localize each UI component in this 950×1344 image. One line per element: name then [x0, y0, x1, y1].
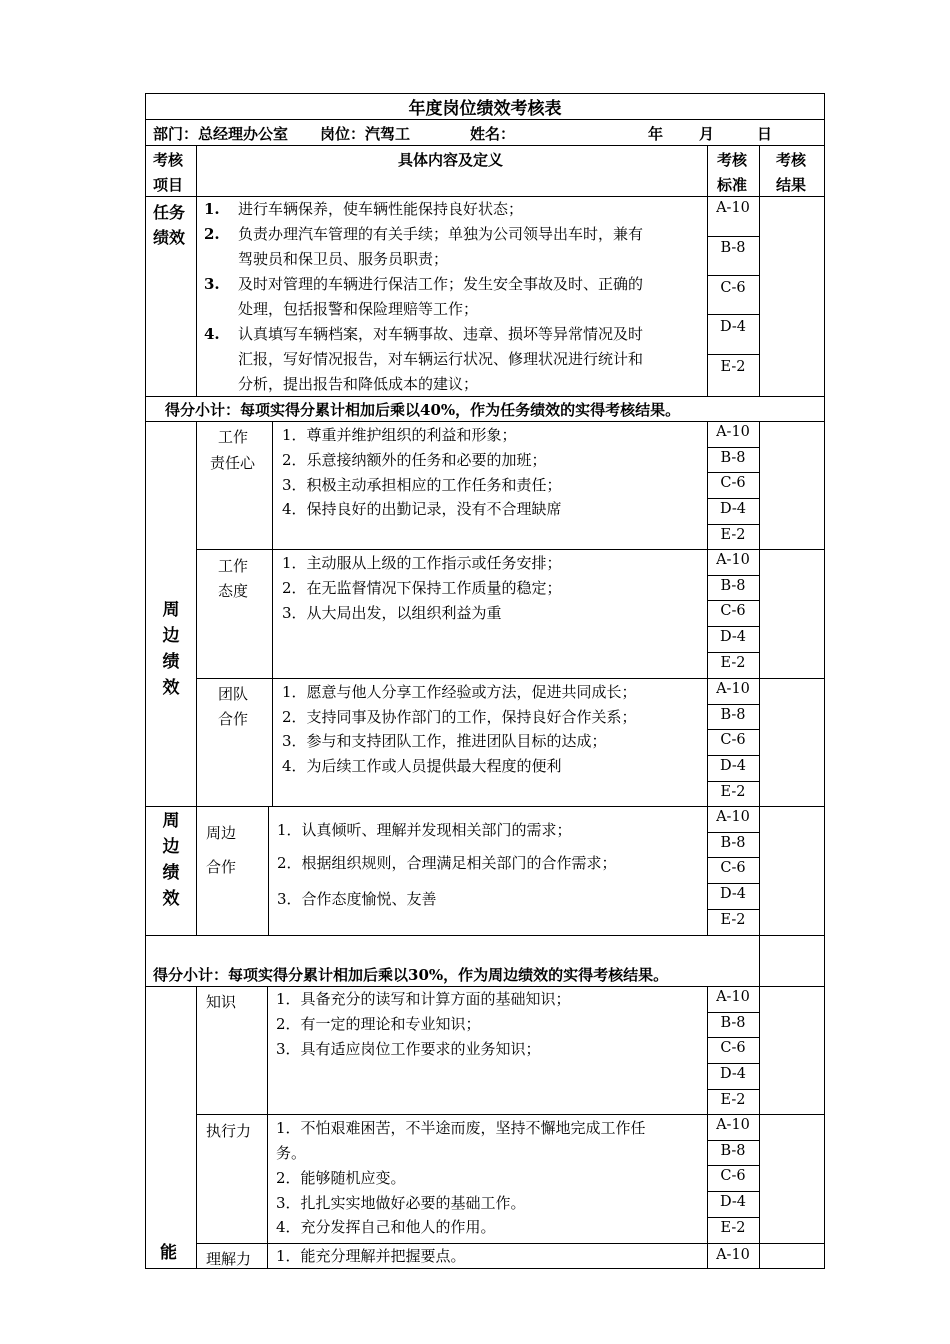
- grade-rule: [707, 1089, 759, 1090]
- day-field: 日: [757, 125, 773, 143]
- grade-rule: [707, 472, 759, 473]
- list-item: 1．认真倾听、理解并发现相关部门的需求；: [277, 821, 572, 839]
- list-item: 2．支持同事及协作部门的工作，保持良好合作关系；: [282, 708, 637, 726]
- col-rule: [196, 145, 197, 396]
- grade-rule: [707, 447, 759, 448]
- grade-cell: A-10: [716, 1117, 750, 1133]
- list-item: 1．主动服从上级的工作指示或任务安排；: [282, 554, 562, 572]
- task-line: 汇报，写好情况报告，对车辆运行状况、修理状况进行统计和: [238, 350, 644, 368]
- group-name-teamwork: 合作: [218, 710, 249, 728]
- grade-rule: [707, 354, 759, 355]
- grade-cell: E-2: [720, 526, 746, 543]
- form-title: 年度岗位绩效考核表: [408, 99, 562, 119]
- grade-cell: B-8: [720, 1142, 746, 1159]
- group-name-attitude: 工作: [218, 557, 249, 575]
- grade-cell: D-4: [719, 758, 747, 775]
- ability-label: 能: [160, 1243, 177, 1263]
- list-item: 1．能充分理解并把握要点。: [276, 1247, 466, 1265]
- rule: [196, 549, 825, 550]
- col-rule: [272, 421, 273, 806]
- grade-d: D-4: [719, 319, 747, 335]
- col-standard-heading-1: 考核: [717, 151, 748, 169]
- grade-rule: [707, 275, 759, 276]
- grade-cell: A-10: [716, 681, 750, 697]
- grade-rule: [707, 1191, 759, 1192]
- grade-rule: [707, 704, 759, 705]
- list-item: 4．充分发挥自己和他人的作用。: [276, 1218, 496, 1236]
- group-name-responsibility: 责任心: [210, 454, 256, 472]
- col-item-heading-1: 考核: [153, 151, 184, 169]
- col-rule: [196, 986, 197, 1268]
- grade-cell: D-4: [719, 501, 747, 518]
- list-item: 3．积极主动承担相应的工作任务和责任；: [282, 476, 562, 494]
- col-rule: [759, 145, 760, 396]
- grade-rule: [707, 781, 759, 782]
- name-field: 姓名：: [470, 125, 516, 143]
- list-item: 4．保持良好的出勤记录，没有不合理缺席: [282, 500, 562, 518]
- group-name-execution: 执行力: [206, 1122, 252, 1140]
- list-item: 2．根据组织规则，合理满足相关部门的合作需求；: [277, 854, 617, 872]
- list-item: 3．参与和支持团队工作，推进团队目标的达成；: [282, 732, 607, 750]
- grade-cell: E-2: [720, 911, 746, 928]
- grade-rule: [707, 1165, 759, 1166]
- grade-rule: [707, 524, 759, 525]
- peripheral-label: 周 边 绩 效: [162, 600, 180, 698]
- grade-cell: E-2: [720, 1219, 746, 1236]
- grade-e: E-2: [720, 359, 746, 375]
- grade-rule: [707, 1037, 759, 1038]
- grade-cell: D-4: [719, 629, 747, 646]
- grade-rule: [707, 832, 759, 833]
- group-name-responsibility: 工作: [218, 428, 249, 446]
- grade-cell: C-6: [720, 732, 746, 749]
- list-item: 3．从大局出发，以组织利益为重: [282, 604, 502, 622]
- border-right: [824, 93, 825, 1269]
- grade-rule: [707, 1140, 759, 1141]
- rule: [196, 1114, 825, 1115]
- grade-cell: B-8: [720, 577, 746, 594]
- grade-cell: B-8: [720, 449, 746, 466]
- list-item: 务。: [276, 1144, 307, 1162]
- group-name-attitude: 态度: [218, 582, 249, 600]
- grade-rule: [707, 314, 759, 315]
- grade-cell: C-6: [720, 1040, 746, 1057]
- grade-rule: [707, 652, 759, 653]
- year-field: 年: [648, 125, 664, 143]
- group-name-cooperation: 合作: [206, 858, 237, 876]
- grade-b: B-8: [720, 240, 746, 256]
- grade-cell: A-10: [716, 424, 750, 440]
- rule: [145, 806, 825, 807]
- grade-cell: A-10: [716, 552, 750, 568]
- grade-cell: B-8: [720, 1014, 746, 1031]
- list-item: 3．扎扎实实地做好必要的基础工作。: [276, 1194, 526, 1212]
- group-name-knowledge: 知识: [206, 993, 237, 1011]
- group-name-cooperation: 周边: [206, 824, 237, 842]
- list-item: 4．为后续工作或人员提供最大程度的便利: [282, 757, 562, 775]
- col-content-heading: 具体内容及定义: [398, 151, 504, 169]
- task-line: 处理，包括报警和保险理赔等工作；: [238, 300, 479, 318]
- grade-cell: C-6: [720, 1168, 746, 1185]
- rule: [196, 678, 825, 679]
- grade-rule: [707, 755, 759, 756]
- grade-rule: [707, 729, 759, 730]
- col-result-heading-2: 结果: [776, 176, 807, 194]
- col-rule: [268, 806, 269, 935]
- task-num: 1.: [204, 200, 220, 218]
- grade-cell: D-4: [719, 886, 747, 903]
- task-num: 2.: [204, 225, 220, 243]
- grade-c: C-6: [720, 280, 746, 296]
- list-item: 3．具有适应岗位工作要求的业务知识；: [276, 1040, 541, 1058]
- list-item: 1．尊重并维护组织的利益和形象；: [282, 426, 517, 444]
- task-num: 4.: [204, 325, 220, 343]
- peripheral-subtotal: 得分小计：每项实得分累计相加后乘以30%，作为周边绩效的实得考核结果。: [153, 966, 669, 984]
- grade-cell: C-6: [720, 860, 746, 877]
- cooperation-label: 周 边 绩 效: [162, 811, 180, 909]
- grade-cell: C-6: [720, 475, 746, 492]
- col-rule: [759, 421, 760, 935]
- grade-cell: D-4: [719, 1194, 747, 1211]
- dept-field: 部门：总经理办公室: [153, 125, 289, 143]
- col-standard-heading-2: 标准: [717, 176, 748, 194]
- grade-rule: [707, 909, 759, 910]
- grade-cell: E-2: [720, 1091, 746, 1108]
- task-num: 3.: [204, 275, 220, 293]
- list-item: 3．合作态度愉悦、友善: [277, 890, 437, 908]
- grade-cell: A-10: [716, 989, 750, 1005]
- grade-cell: E-2: [720, 783, 746, 800]
- rule: [145, 421, 825, 422]
- grade-a: A-10: [716, 200, 750, 216]
- grade-cell: A-10: [716, 1247, 750, 1263]
- month-field: 月: [699, 125, 715, 143]
- list-item: 1．不怕艰难困苦，不半途而废，坚持不懈地完成工作任: [276, 1119, 646, 1137]
- grade-cell: D-4: [719, 1066, 747, 1083]
- task-line: 及时对管理的车辆进行保洁工作；发生安全事故及时、正确的: [238, 275, 644, 293]
- col-rule: [759, 935, 760, 986]
- list-item: 1．愿意与他人分享工作经验或方法，促进共同成长；: [282, 683, 637, 701]
- grade-cell: E-2: [720, 654, 746, 671]
- task-label-1: 任务: [153, 203, 186, 222]
- grade-cell: A-10: [716, 809, 750, 825]
- group-name-comprehension: 理解力: [206, 1250, 252, 1268]
- col-result-heading-1: 考核: [776, 151, 807, 169]
- col-rule: [196, 806, 197, 935]
- col-rule: [196, 421, 197, 806]
- task-subtotal: 得分小计：每项实得分累计相加后乘以40%，作为任务绩效的实得考核结果。: [165, 401, 681, 419]
- grade-cell: B-8: [720, 706, 746, 723]
- rule: [145, 935, 825, 936]
- task-label-2: 绩效: [153, 228, 186, 247]
- task-line: 进行车辆保养，使车辆性能保持良好状态；: [238, 200, 524, 218]
- group-name-teamwork: 团队: [218, 685, 249, 703]
- task-line: 驾驶员和保卫员、服务员职责；: [238, 250, 449, 268]
- grade-rule: [707, 626, 759, 627]
- rule: [145, 145, 825, 146]
- rule: [145, 119, 825, 120]
- list-item: 1．具备充分的读写和计算方面的基础知识；: [276, 990, 571, 1008]
- grade-rule: [707, 1217, 759, 1218]
- list-item: 2．能够随机应变。: [276, 1169, 406, 1187]
- list-item: 2．有一定的理论和专业知识；: [276, 1015, 481, 1033]
- grade-cell: B-8: [720, 834, 746, 851]
- grade-rule: [707, 575, 759, 576]
- grade-rule: [707, 857, 759, 858]
- col-rule: [759, 986, 760, 1268]
- grade-rule: [707, 236, 759, 237]
- task-line: 认真填写车辆档案，对车辆事故、违章、损坏等异常情况及时: [238, 325, 644, 343]
- list-item: 2．在无监督情况下保持工作质量的稳定；: [282, 579, 562, 597]
- grade-cell: C-6: [720, 603, 746, 620]
- post-field: 岗位：汽驾工: [320, 125, 411, 143]
- list-item: 2．乐意接纳额外的任务和必要的加班；: [282, 451, 547, 469]
- grade-rule: [707, 1012, 759, 1013]
- grade-rule: [707, 883, 759, 884]
- col-rule: [267, 986, 268, 1268]
- task-line: 负责办理汽车管理的有关手续；单独为公司领导出车时，兼有: [238, 225, 644, 243]
- task-line: 分析，提出报告和降低成本的建议；: [238, 375, 479, 393]
- col-item-heading-2: 项目: [153, 176, 184, 194]
- grade-rule: [707, 600, 759, 601]
- grade-rule: [707, 498, 759, 499]
- grade-rule: [707, 1063, 759, 1064]
